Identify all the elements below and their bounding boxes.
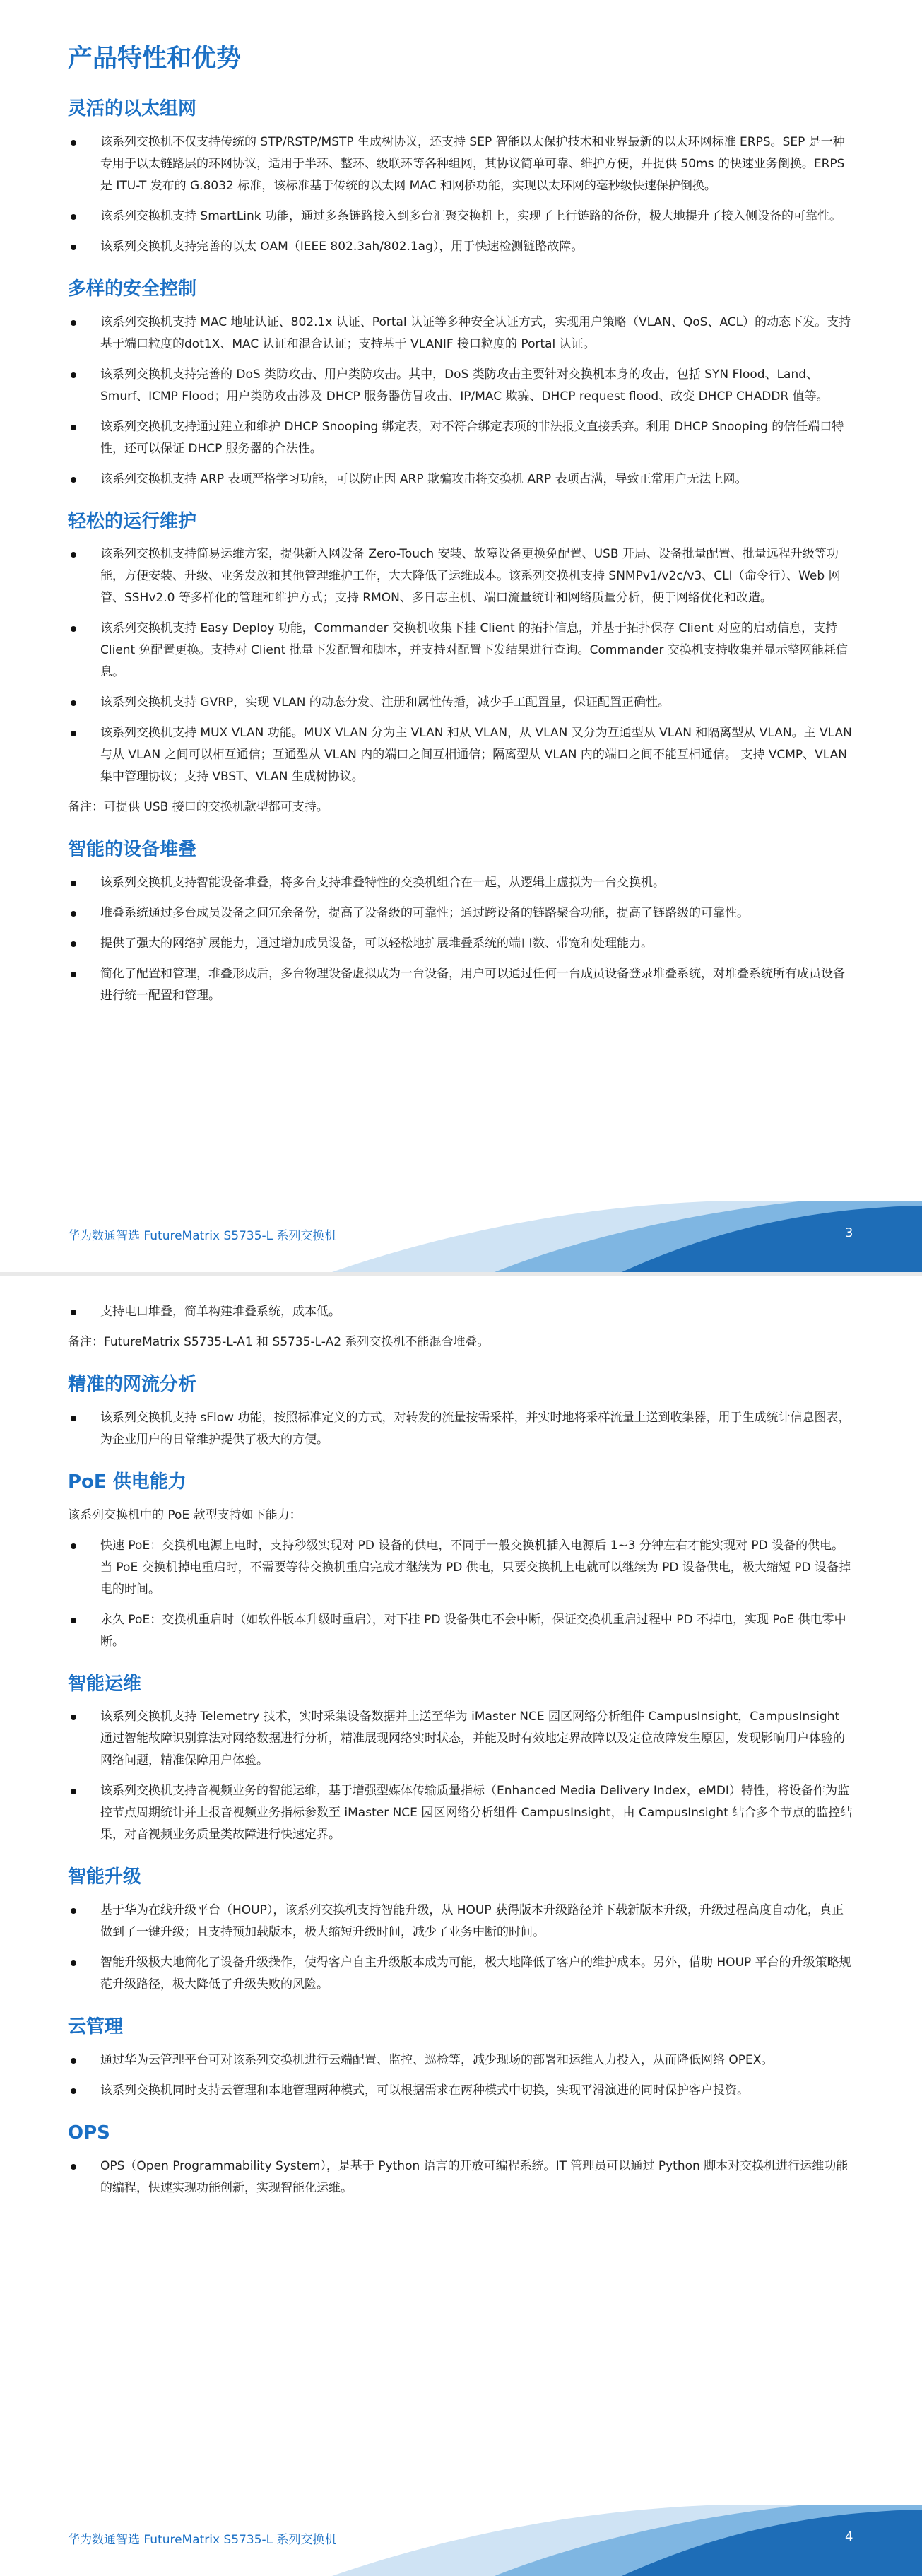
bullet-dot-icon xyxy=(71,552,76,558)
bullet-dot-icon xyxy=(71,1789,76,1794)
bullet-item xyxy=(68,131,855,197)
bullet-item xyxy=(68,902,855,924)
bullet-item xyxy=(68,416,855,460)
bullet-dot-icon xyxy=(71,477,76,483)
page-content xyxy=(68,1301,855,2208)
bullet-item xyxy=(68,963,855,1007)
page-footer xyxy=(0,2505,922,2576)
bullet-text: 提供了强大的网络扩展能力，通过增加成员设备，可以轻松地扩展堆叠系统的端口数、带宽和处理能力。 xyxy=(100,936,653,951)
section-heading: 智能升级 xyxy=(68,1866,142,1888)
bullet-item xyxy=(68,1609,855,1653)
bullet-item xyxy=(68,618,855,683)
bullet-text: 该系列交换机支持完善的以太 OAM（IEEE 802.3ah/802.1ag），用于快速检测链路故障。 xyxy=(100,239,584,254)
bullet-item xyxy=(68,1780,855,1846)
bullet-text: 该系列交换机支持 Easy Deploy 功能，Commander 交换机收集下挂 Client 的拓扑信息，并基于拓扑保存 Client 对应的启动信息，支持 Client 免配置更换。支持对 Client 批量下发配置和脚本，并支持对配置下发结果进行查询。Commander 交换机支持收集并显示整网能耗信息。 xyxy=(100,621,848,680)
bullet-dot-icon xyxy=(71,245,76,250)
bullet-item xyxy=(68,933,855,955)
footer-product-name: 华为数通智选 FutureMatrix S5735-L 系列交换机 xyxy=(68,2533,337,2547)
bullet-text: OPS（Open Programmability System），是基于 Python 语言的开放可编程系统。IT 管理员可以通过 Python 脚本对交换机进行运维功能的编程，快速实现功能创新，实现智能化运维。 xyxy=(100,2158,849,2195)
bullet-text: 通过华为云管理平台可对该系列交换机进行云端配置、监控、巡检等，减少现场的部署和运维人力投入，从而降低网络 OPEX。 xyxy=(100,2052,774,2067)
bullet-text: 该系列交换机支持 GVRP，实现 VLAN 的动态分发、注册和属性传播，减少手工配置量，保证配置正确性。 xyxy=(100,695,670,710)
bullet-dot-icon xyxy=(71,881,76,886)
bullet-dot-icon xyxy=(71,626,76,632)
page-number: 3 xyxy=(845,1225,853,1240)
bullet-item xyxy=(68,1706,855,1772)
bullet-dot-icon xyxy=(71,214,76,220)
bullet-item xyxy=(68,2080,855,2102)
bullet-text: 该系列交换机支持音视频业务的智能运维，基于增强型媒体传输质量指标（Enhanced Media Delivery Index，eMDI）特性，将设备作为监控节点周期统计并上报音视频业务指标参数至 iMaster NCE 园区网络分析组件 CampusInsight，由 CampusInsight 结合多个节点的监控结果，对音视频业务质量类故障进行快速定界。 xyxy=(100,1784,853,1842)
bullet-item xyxy=(68,1900,855,1943)
bullet-item xyxy=(68,722,855,788)
bullet-text: 该系列交换机支持通过建立和维护 DHCP Snooping 绑定表，对不符合绑定表项的非法报文直接丢弃。利用 DHCP Snooping 的信任端口特性，还可以保证 DHCP 服务器的合法性。 xyxy=(100,419,844,456)
bullet-item xyxy=(68,2156,855,2199)
bullet-text: 永久 PoE：交换机重启时（如软件版本升级时重启），对下挂 PD 设备供电不会中断，保证交换机重启过程中 PD 不掉电，实现 PoE 供电零中断。 xyxy=(100,1612,846,1649)
bullet-text: 该系列交换机支持 MAC 地址认证、802.1x 认证、Portal 认证等多种安全认证方式，实现用户策略（VLAN、QoS、ACL）的动态下发。支持基于端口粒度的dot1X、MAC 认证和混合认证；支持基于 VLANIF 接口粒度的 Portal 认证。 xyxy=(100,314,851,351)
section-list xyxy=(68,1301,855,2199)
section-heading: 云管理 xyxy=(68,2016,124,2038)
bullet-item xyxy=(68,692,855,714)
bullet-item xyxy=(68,1952,855,1996)
note-text: 备注：FutureMatrix S5735-L-A1 和 S5735-L-A2 系列交换机不能混合堆叠。 xyxy=(68,1335,490,1349)
bullet-dot-icon xyxy=(71,1908,76,1914)
bullet-dot-icon xyxy=(71,1960,76,1966)
bullet-dot-icon xyxy=(71,731,76,736)
bullet-text: 智能升级极大地简化了设备升级操作，使得客户自主升级版本成为可能，极大地降低了客户的维护成本。另外，借助 HOUP 平台的升级策略规范升级路径，极大降低了升级失败的风险。 xyxy=(100,1955,851,1992)
bullet-item xyxy=(68,236,855,258)
bullet-item xyxy=(68,469,855,490)
bullet-text: 该系列交换机支持简易运维方案，提供新入网设备 Zero-Touch 安装、故障设备更换免配置、USB 开局、设备批量配置、批量远程升级等功能，方便安装、升级、业务发放和其他管理维护工作，大大降低了运维成本。该系列交换机支持 SNMPv1/v2c/v3、CLI（命令行）、Web 网管、SSHv2.0 等多样化的管理和维护方式；支持 RMON、多日志主机、端口流量统计和网络质量分析，便于网络优化和改造。 xyxy=(100,547,841,606)
section-heading: 多样的安全控制 xyxy=(68,278,197,300)
document-title: 产品特性和优势 xyxy=(68,45,242,73)
bullet-dot-icon xyxy=(71,1416,76,1421)
bullet-item xyxy=(68,364,855,408)
bullet-text: 该系列交换机支持 SmartLink 功能，通过多条链路接入到多台汇聚交换机上，实现了上行链路的备份，极大地提升了接入侧设备的可靠性。 xyxy=(100,208,842,223)
section-heading: 灵活的以太组网 xyxy=(68,98,197,119)
bullet-item xyxy=(68,312,855,355)
bullet-text: 该系列交换机支持 ARP 表项严格学习功能，可以防止因 ARP 欺骗攻击将交换机 ARP 表项占满，导致正常用户无法上网。 xyxy=(100,471,747,486)
bullet-text: 快速 PoE：交换机电源上电时，支持秒级实现对 PD 设备的供电，不同于一般交换机插入电源后 1~3 分钟左右才能实现对 PD 设备的供电。当 PoE 交换机掉电重启时，不需要等待交换机重启完成才继续为 PD 供电，只要交换机上电就可以继续为 PD 设备供电，极大缩短 PD 设备掉电的时间。 xyxy=(100,1538,851,1596)
bullet-item xyxy=(68,1535,855,1601)
section-heading: PoE 供电能力 xyxy=(68,1471,187,1493)
bullet-dot-icon xyxy=(71,941,76,947)
page-number: 4 xyxy=(845,2529,853,2544)
section-heading: 精准的网流分析 xyxy=(68,1374,197,1395)
bullet-text: 该系列交换机支持 sFlow 功能，按照标准定义的方式，对转发的流量按需采样，并实时地将采样流量上送到收集器，用于生成统计信息图表，为企业用户的日常维护提供了极大的方便。 xyxy=(100,1410,851,1447)
bullet-text: 该系列交换机不仅支持传统的 STP/RSTP/MSTP 生成树协议，还支持 SEP 智能以太保护技术和业界最新的以太环网标准 ERPS。SEP 是一种专用于以太链路层的环网协议，适用于半环、整环、级联环等各种组网，其协议简单可靠、维护方便，并提供 50ms 的快速业务倒换。ERPS 是 ITU-T 发布的 G.8032 标准，该标准基于传统的以太网 MAC 和网桥功能，实现以太环网的毫秒级快速保护倒换。 xyxy=(100,134,845,193)
bullet-text: 堆叠系统通过多台成员设备之间冗余备份，提高了设备级的可靠性；通过跨设备的链路聚合功能，提高了链路级的可靠性。 xyxy=(100,906,749,921)
page-content xyxy=(68,44,855,1016)
footer-product-name: 华为数通智选 FutureMatrix S5735-L 系列交换机 xyxy=(68,1229,337,1243)
bullet-text: 简化了配置和管理，堆叠形成后，多台物理设备虚拟成为一台设备，用户可以通过任何一台成员设备登录堆叠系统，对堆叠系统所有成员设备进行统一配置和管理。 xyxy=(100,967,845,1004)
bullet-dot-icon xyxy=(71,320,76,326)
section-heading: 智能的设备堆叠 xyxy=(68,839,197,861)
bullet-text: 该系列交换机支持 Telemetry 技术，实时采集设备数据并上送至华为 iMaster NCE 园区网络分析组件 CampusInsight，CampusInsight 通过智能故障识别算法对网络数据进行分析，精准展现网络实时状态，并能及时有效地定界故障以及定位故障发生原因，发现影响用户体验的网络问题，精准保障用户体验。 xyxy=(100,1710,845,1768)
page-footer xyxy=(0,1201,922,1272)
bullet-dot-icon xyxy=(71,1715,76,1720)
section-heading: OPS xyxy=(68,2122,110,2143)
bullet-item xyxy=(68,206,855,228)
note-text: 备注：可提供 USB 接口的交换机款型都可支持。 xyxy=(68,800,329,815)
bullet-text: 该系列交换机支持智能设备堆叠，将多台支持堆叠特性的交换机组合在一起，从逻辑上虚拟为一台交换机。 xyxy=(100,876,665,890)
document-page-4 xyxy=(0,1276,922,2576)
bullet-dot-icon xyxy=(71,140,76,146)
section-heading: 智能运维 xyxy=(68,1673,142,1695)
section-heading: 轻松的运行维护 xyxy=(68,510,197,532)
bullet-text: 支持电口堆叠，简单构建堆叠系统，成本低。 xyxy=(100,1305,341,1319)
bullet-dot-icon xyxy=(71,425,76,430)
bullet-dot-icon xyxy=(71,2164,76,2170)
bullet-dot-icon xyxy=(71,1618,76,1623)
bullet-item xyxy=(68,543,855,609)
bullet-dot-icon xyxy=(71,2058,76,2064)
bullet-item xyxy=(68,872,855,894)
bullet-dot-icon xyxy=(71,2088,76,2094)
bullet-text: 该系列交换机支持 MUX VLAN 功能。MUX VLAN 分为主 VLAN 和从 VLAN，从 VLAN 又分为互通型从 VLAN 和隔离型从 VLAN。主 VLAN 与从 VLAN 之间可以相互通信；互通型从 VLAN 内的端口之间互相通信；隔离型从 VLAN 内的端口之间不能互相通信。 支持 VCMP、VLAN 集中管理协议；支持 VBST、VLAN 生成树协议。 xyxy=(100,726,852,784)
bullet-dot-icon xyxy=(71,700,76,706)
bullet-item xyxy=(68,1407,855,1451)
bullet-dot-icon xyxy=(71,1310,76,1315)
bullet-dot-icon xyxy=(71,911,76,917)
bullet-text: 基于华为在线升级平台（HOUP），该系列交换机支持智能升级，从 HOUP 获得版本升级路径并下载新版本升级，升级过程高度自动化，真正做到了一键升级；且支持预加载版本，极大缩短升级时间，减少了业务中断的时间。 xyxy=(100,1903,844,1940)
section-list xyxy=(68,98,855,1007)
bullet-dot-icon xyxy=(71,972,76,977)
document-page-3 xyxy=(0,0,922,1272)
bullet-item xyxy=(68,2049,855,2071)
bullet-text: 该系列交换机同时支持云管理和本地管理两种模式，可以根据需求在两种模式中切换，实现平滑演进的同时保护客户投资。 xyxy=(100,2083,749,2098)
bullet-item xyxy=(68,1301,855,1323)
bullet-dot-icon xyxy=(71,1543,76,1549)
paragraph-text: 该系列交换机中的 PoE 款型支持如下能力： xyxy=(68,1507,302,1522)
bullet-text: 该系列交换机支持完善的 DoS 类防攻击、用户类防攻击。其中，DoS 类防攻击主要针对交换机本身的攻击，包括 SYN Flood、Land、Smurf、ICMP Flood；用户类防攻击涉及 DHCP 服务器仿冒攻击、IP/MAC 欺骗、DHCP request flood、改变 DHCP CHADDR 值等。 xyxy=(100,367,829,404)
bullet-dot-icon xyxy=(71,372,76,378)
